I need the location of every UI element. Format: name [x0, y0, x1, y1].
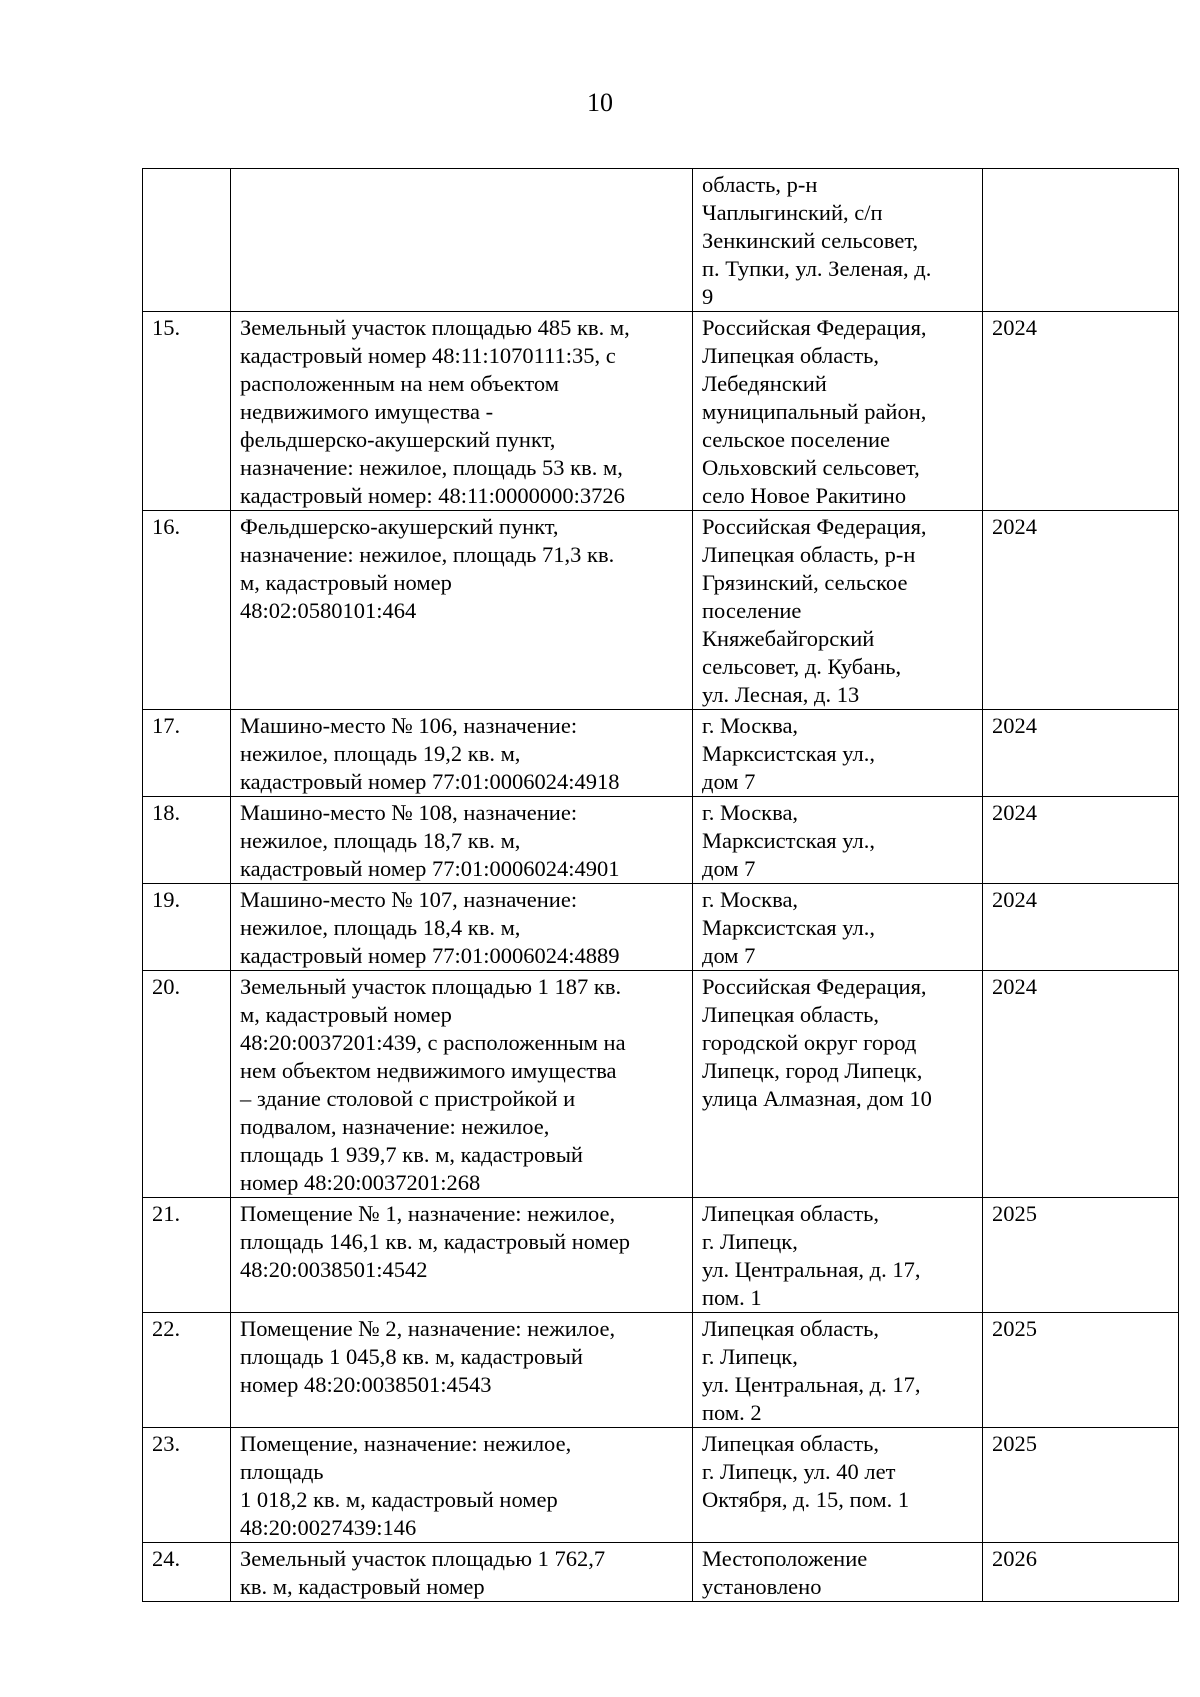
description-line: нежилое, площадь 18,4 кв. м,	[240, 915, 521, 940]
description-line: кадастровый номер 77:01:0006024:4918	[240, 769, 620, 794]
year-cell	[983, 169, 1179, 312]
row-number-cell: 16.	[143, 511, 231, 710]
description-line: 48:20:0037201:439, с расположенным на	[240, 1030, 626, 1055]
property-address-cell	[693, 1543, 983, 1602]
address-line: Местоположение	[702, 1546, 868, 1571]
page-number: 10	[587, 88, 613, 117]
property-table	[142, 168, 1179, 1602]
address-line: Марксистская ул.,	[702, 741, 876, 766]
year-cell: 2025	[983, 1198, 1179, 1313]
row-number-cell: 15.	[143, 312, 231, 511]
property-address-cell	[693, 169, 983, 312]
description-line: кадастровый номер 48:11:1070111:35, с	[240, 343, 616, 368]
address-line: село Новое Ракитино	[702, 483, 907, 508]
address-line: г. Москва,	[702, 887, 799, 912]
address-line: Липецкая область,	[702, 1002, 879, 1027]
description-line: недвижимого имущества -	[240, 399, 494, 424]
address-line: ул. Центральная, д. 17,	[702, 1257, 921, 1282]
property-table-body	[143, 169, 1179, 1602]
year-cell: 2024	[983, 511, 1179, 710]
row-number-cell: 18.	[143, 797, 231, 884]
table-row	[143, 971, 1179, 1198]
row-number-cell: 23.	[143, 1428, 231, 1543]
address-line: сельское поселение	[702, 427, 891, 452]
description-line: – здание столовой с пристройкой и	[240, 1086, 576, 1111]
description-line: 48:20:0027439:146	[240, 1515, 417, 1540]
row-number-cell: 17.	[143, 710, 231, 797]
description-line: кадастровый номер: 48:11:0000000:3726	[240, 483, 625, 508]
description-line: м, кадастровый номер	[240, 570, 452, 595]
year-cell: 2024	[983, 710, 1179, 797]
address-line: Княжебайгорский	[702, 626, 875, 651]
table-row	[143, 511, 1179, 710]
description-line: Помещение № 2, назначение: нежилое,	[240, 1316, 616, 1341]
description-line: площадь 146,1 кв. м, кадастровый номер	[240, 1229, 631, 1254]
table-row	[143, 884, 1179, 971]
year-cell: 2024	[983, 971, 1179, 1198]
property-description-cell	[231, 1313, 693, 1428]
address-line: Октября, д. 15, пом. 1	[702, 1487, 910, 1512]
row-number-cell: 24.	[143, 1543, 231, 1602]
address-line: п. Тупки, ул. Зеленая, д.	[702, 256, 932, 281]
address-line: муниципальный район,	[702, 399, 927, 424]
address-line: сельсовет, д. Кубань,	[702, 654, 902, 679]
property-address-cell	[693, 1198, 983, 1313]
address-line: Российская Федерация,	[702, 974, 927, 999]
description-line: Помещение, назначение: нежилое,	[240, 1431, 572, 1456]
description-line: назначение: нежилое, площадь 71,3 кв.	[240, 542, 615, 567]
property-address-cell	[693, 312, 983, 511]
address-line: Чаплыгинский, с/п	[702, 200, 883, 225]
address-line: Марксистская ул.,	[702, 915, 876, 940]
address-line: Грязинский, сельское	[702, 570, 908, 595]
property-description-cell	[231, 971, 693, 1198]
property-address-cell	[693, 511, 983, 710]
row-number-cell: 22.	[143, 1313, 231, 1428]
property-description-cell	[231, 797, 693, 884]
address-line: г. Москва,	[702, 800, 799, 825]
description-line: нем объектом недвижимого имущества	[240, 1058, 617, 1083]
year-cell: 2024	[983, 884, 1179, 971]
description-line: нежилое, площадь 18,7 кв. м,	[240, 828, 521, 853]
description-line: Машино-место № 106, назначение:	[240, 713, 578, 738]
property-address-cell	[693, 971, 983, 1198]
property-description-cell	[231, 710, 693, 797]
property-description-cell	[231, 1543, 693, 1602]
property-description-cell	[231, 1198, 693, 1313]
property-address-cell	[693, 797, 983, 884]
address-line: Российская Федерация,	[702, 514, 927, 539]
year-cell: 2025	[983, 1428, 1179, 1543]
description-line: Помещение № 1, назначение: нежилое,	[240, 1201, 616, 1226]
address-line: г. Москва,	[702, 713, 799, 738]
address-line: Липецк, город Липецк,	[702, 1058, 923, 1083]
description-line: площадь 1 045,8 кв. м, кадастровый	[240, 1344, 583, 1369]
description-line: 48:02:0580101:464	[240, 598, 417, 623]
description-line: фельдшерско-акушерский пункт,	[240, 427, 556, 452]
table-row	[143, 312, 1179, 511]
description-line: м, кадастровый номер	[240, 1002, 452, 1027]
description-line: Машино-место № 107, назначение:	[240, 887, 578, 912]
address-line: г. Липецк,	[702, 1229, 798, 1254]
description-line: расположенным на нем объектом	[240, 371, 559, 396]
property-address-cell	[693, 1428, 983, 1543]
description-line: номер 48:20:0038501:4543	[240, 1372, 492, 1397]
address-line: г. Липецк, ул. 40 лет	[702, 1459, 896, 1484]
table-row	[143, 1313, 1179, 1428]
property-address-cell	[693, 1313, 983, 1428]
address-line: улица Алмазная, дом 10	[702, 1086, 932, 1111]
description-line: 48:20:0038501:4542	[240, 1257, 428, 1282]
property-description-cell	[231, 169, 693, 312]
year-cell: 2026	[983, 1543, 1179, 1602]
address-line: дом 7	[702, 943, 756, 968]
address-line: Липецкая область,	[702, 343, 879, 368]
table-row	[143, 1543, 1179, 1602]
address-line: область, р-н	[702, 172, 818, 197]
property-description-cell	[231, 884, 693, 971]
description-line: Земельный участок площадью 1 762,7	[240, 1546, 606, 1571]
property-description-cell	[231, 1428, 693, 1543]
table-row	[143, 1428, 1179, 1543]
description-line: кв. м, кадастровый номер	[240, 1574, 485, 1599]
description-line: нежилое, площадь 19,2 кв. м,	[240, 741, 521, 766]
address-line: г. Липецк,	[702, 1344, 798, 1369]
year-cell: 2024	[983, 312, 1179, 511]
table-row	[143, 1198, 1179, 1313]
address-line: Российская Федерация,	[702, 315, 927, 340]
description-line: кадастровый номер 77:01:0006024:4901	[240, 856, 620, 881]
address-line: Ольховский сельсовет,	[702, 455, 920, 480]
table-row	[143, 169, 1179, 312]
address-line: дом 7	[702, 769, 756, 794]
address-line: Липецкая область,	[702, 1201, 879, 1226]
address-line: Зенкинский сельсовет,	[702, 228, 919, 253]
address-line: дом 7	[702, 856, 756, 881]
property-description-cell	[231, 312, 693, 511]
property-description-cell	[231, 511, 693, 710]
address-line: пом. 1	[702, 1285, 762, 1310]
table-row	[143, 797, 1179, 884]
description-line: номер 48:20:0037201:268	[240, 1170, 481, 1195]
description-line: назначение: нежилое, площадь 53 кв. м,	[240, 455, 623, 480]
address-line: установлено	[702, 1574, 822, 1599]
address-line: ул. Лесная, д. 13	[702, 682, 860, 707]
property-address-cell	[693, 884, 983, 971]
description-line: площадь	[240, 1459, 324, 1484]
description-line: Земельный участок площадью 485 кв. м,	[240, 315, 630, 340]
year-cell: 2024	[983, 797, 1179, 884]
address-line: пом. 2	[702, 1400, 762, 1425]
address-line: Липецкая область,	[702, 1316, 879, 1341]
description-line: Земельный участок площадью 1 187 кв.	[240, 974, 622, 999]
address-line: городской округ город	[702, 1030, 917, 1055]
table-row	[143, 710, 1179, 797]
row-number-cell: 19.	[143, 884, 231, 971]
description-line: площадь 1 939,7 кв. м, кадастровый	[240, 1142, 583, 1167]
address-line: ул. Центральная, д. 17,	[702, 1372, 921, 1397]
address-line: Липецкая область, р-н	[702, 542, 916, 567]
address-line: поселение	[702, 598, 802, 623]
description-line: Машино-место № 108, назначение:	[240, 800, 578, 825]
address-line: Марксистская ул.,	[702, 828, 876, 853]
address-line: Лебедянский	[702, 371, 827, 396]
row-number-cell	[143, 169, 231, 312]
description-line: Фельдшерско-акушерский пункт,	[240, 514, 559, 539]
row-number-cell: 20.	[143, 971, 231, 1198]
row-number-cell: 21.	[143, 1198, 231, 1313]
description-line: кадастровый номер 77:01:0006024:4889	[240, 943, 620, 968]
property-address-cell	[693, 710, 983, 797]
address-line: 9	[702, 284, 714, 309]
address-line: Липецкая область,	[702, 1431, 879, 1456]
description-line: подвалом, назначение: нежилое,	[240, 1114, 550, 1139]
year-cell: 2025	[983, 1313, 1179, 1428]
description-line: 1 018,2 кв. м, кадастровый номер	[240, 1487, 558, 1512]
